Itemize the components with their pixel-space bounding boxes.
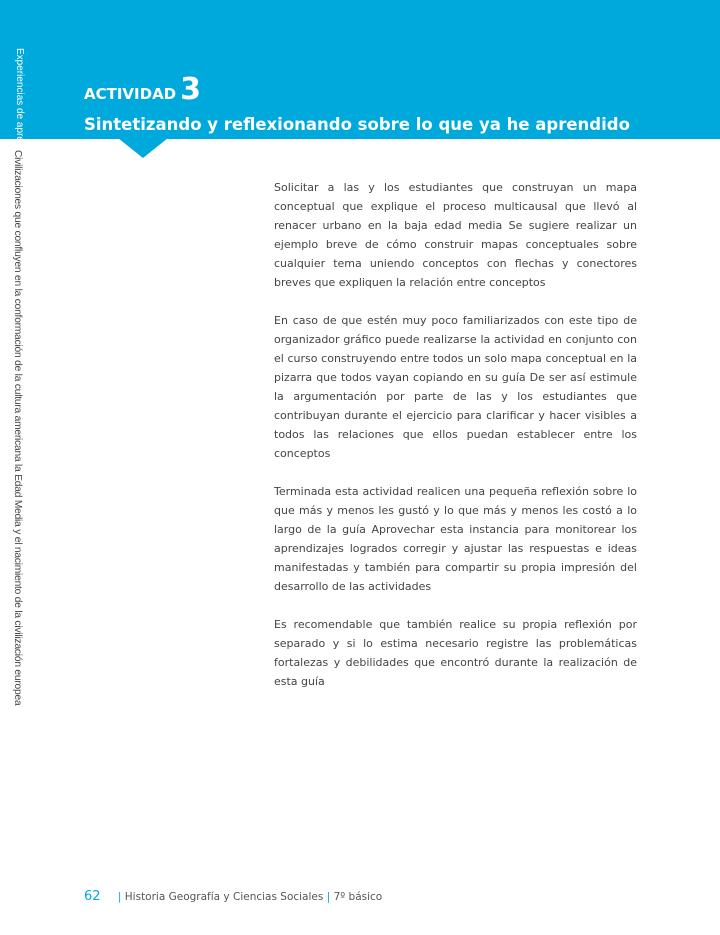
activity-heading <box>84 72 201 107</box>
unit-label: Civilizaciones que confluyen en la conformación de la cultura americana la Edad Media y el nacimiento de la civilización europea <box>12 150 23 706</box>
activity-number: 3 <box>180 72 202 107</box>
paragraph: Terminada esta actividad realicen una pequeña reflexión sobre lo que más y menos les gustó y lo que más y menos les costó a lo largo de la guía Aprovechar esta instancia para monitorear los aprendizajes logrados corregir y ajustar las respuestas e ideas manifestadas y también para compartir su propia impresión del desarrollo de las actividades <box>274 485 637 593</box>
separator: | <box>117 891 122 903</box>
section-label: Experiencias de aprendizaje <box>14 48 25 174</box>
body-text <box>274 178 637 710</box>
separator: | <box>326 891 331 903</box>
header-pointer <box>118 138 168 158</box>
page-number: 62 <box>84 889 101 904</box>
footer <box>84 889 382 904</box>
paragraph: Solicitar a las y los estudiantes que construyan un mapa conceptual que explique el proceso multicausal que llevó al renacer urbano en la baja edad media Se sugiere realizar un ejemplo breve de cómo construir mapas conceptuales sobre cualquier tema uniendo conceptos con flechas y conectores breves que expliquen la relación entre conceptos <box>274 181 637 289</box>
grade: 7º básico <box>333 891 383 903</box>
subject: Historia Geografía y Ciencias Sociales <box>124 891 324 903</box>
activity-title: Sintetizando y reflexionando sobre lo que ya he aprendido <box>84 115 630 134</box>
paragraph: En caso de que estén muy poco familiarizados con este tipo de organizador gráfico puede realizarse la actividad en conjunto con el curso construyendo entre todos un solo mapa conceptual en la pizarra que todos vayan copiando en su guía De ser así estimule la argumentación por parte de las y los estudiantes que contribuyan durante el ejercicio para clarificar y hacer visibles a todos las relaciones que ellos puedan establecer entre los conceptos <box>274 314 637 460</box>
activity-label: ACTIVIDAD <box>84 85 177 103</box>
paragraph: Es recomendable que también realice su propia reflexión por separado y si lo estima necesario registre las problemáticas fortalezas y debilidades que encontró durante la realización de esta guía <box>274 618 637 688</box>
